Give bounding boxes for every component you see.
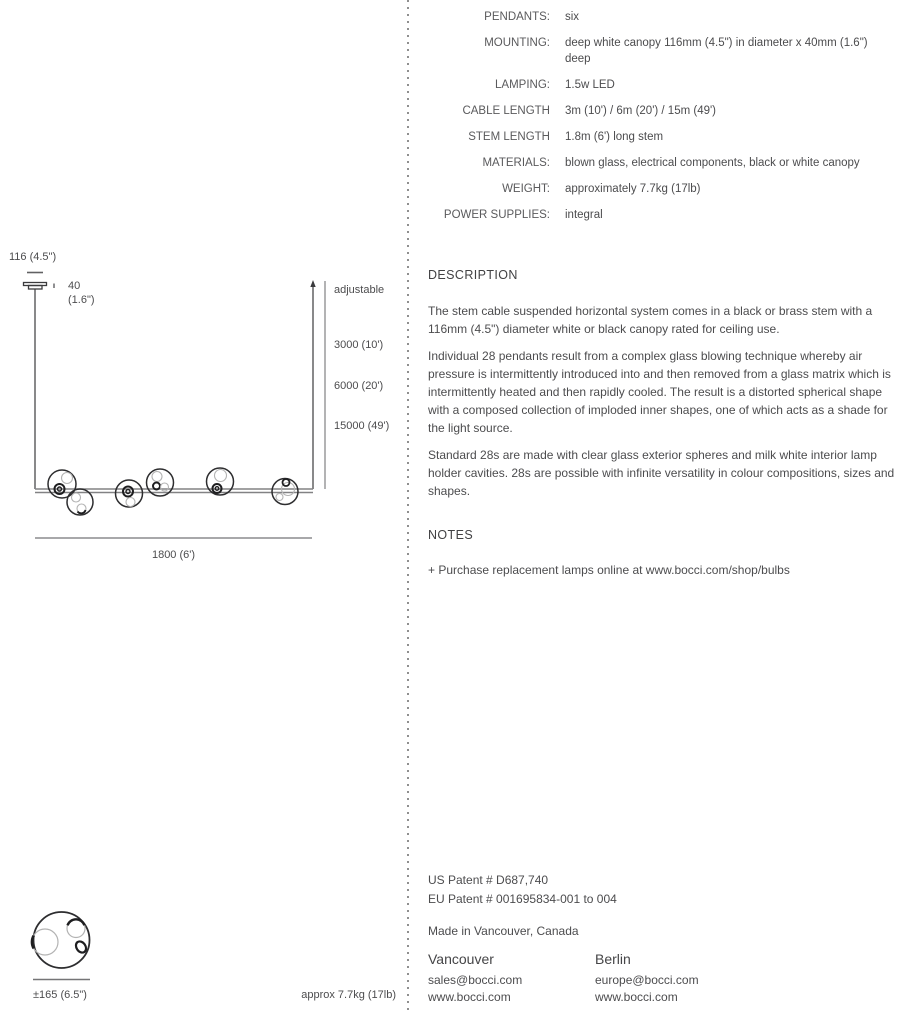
bar-length-label: 1800 (6') [151,549,196,561]
contact-email-berlin: europe@bocci.com [595,973,699,987]
drawing-weight-label: approx 7.7kg (17lb) [301,989,396,1001]
canopy-depth-label [68,280,95,307]
made-in-line: Made in Vancouver, Canada [428,924,579,938]
spec-value-pendants: six [565,11,580,23]
description-heading: DESCRIPTION [428,268,518,282]
us-patent-line: US Patent # D687,740 [428,873,549,887]
pendant-6 [272,479,298,505]
length-option-2: 6000 (20') [334,379,384,392]
canopy-shape [24,283,47,290]
cable-length-options [334,312,389,461]
spec-value-mounting: deep white canopy 116mm (4.5") in diameter x 40mm (1.6") deep [565,37,868,65]
spec-value-lamping: 1.5w LED [565,79,615,91]
spec-label-mounting: MOUNTING: [484,37,550,49]
spec-table [428,9,895,223]
pendant-detail [32,912,90,968]
adjustable-label: adjustable [334,284,385,296]
description-paragraph-2: Individual 28 pendants result from a complex glass blowing technique whereby air pressure is intermittently introduced into and then removed from a glass matrix which is intermittently heated and then rapidly cooled. The result is a distorted spherical shape with a composed collection of imploded inner shapes, one of which acts as a shade for the light source. [428,349,891,435]
spec-label-weight: WEIGHT: [502,183,550,195]
canopy-depth-unit: (1.6") [68,293,95,306]
description-text [428,302,900,509]
contact-columns [428,951,699,1005]
spec-label-cable-length: CABLE LENGTH [462,105,550,117]
spec-value-power-supplies: integral [565,209,603,221]
contact-website-vancouver: www.bocci.com [428,989,511,1004]
contact-berlin [595,951,699,1005]
notes-heading: NOTES [428,528,474,542]
spec-value-weight: approximately 7.7kg (17lb) [565,183,701,195]
pendant-diameter-label: ±165 (6.5") [33,989,87,1001]
contact-website-berlin: www.bocci.com [595,989,678,1004]
canopy-depth-value: 40 [68,280,81,292]
length-option-1: 3000 (10') [334,339,384,351]
contact-vancouver [428,951,595,1005]
contact-email-vancouver: sales@bocci.com [428,973,523,987]
spec-value-materials: blown glass, electrical components, black or white canopy [565,157,860,169]
spec-label-stem-length: STEM LENGTH [468,131,550,143]
contact-city-vancouver: Vancouver [428,951,494,967]
length-option-3: 15000 (49') [334,420,390,432]
eu-patent-line: EU Patent # 001695834-001 to 004 [428,891,617,906]
technical-drawing [0,0,408,1012]
pendant-3 [116,480,143,507]
spec-label-pendants: PENDANTS: [484,11,550,23]
notes-item: + Purchase replacement lamps online at www.bocci.com/shop/bulbs [428,563,790,577]
pendant-5 [207,468,234,495]
spec-value-stem-length: 1.8m (6') long stem [565,131,664,143]
spec-value-cable-length: 3m (10') / 6m (20') / 15m (49') [565,105,717,117]
cable-arrow [310,280,315,287]
canopy-width-label: 116 (4.5") [9,251,57,263]
patent-info [428,871,617,908]
contact-city-berlin: Berlin [595,951,631,967]
pendant-1 [48,470,76,498]
description-paragraph-3: Standard 28s are made with clear glass exterior spheres and milk white interior lamp holder cavities. 28s are possible with infinite versatility in colour compositions, sizes and shapes. [428,448,895,498]
spec-label-lamping: LAMPING: [495,79,550,91]
spec-label-power-supplies: POWER SUPPLIES: [443,209,550,221]
spec-label-materials: MATERIALS: [482,157,550,169]
description-paragraph-1: The stem cable suspended horizontal system comes in a black or brass stem with a 116mm (4.5") diameter white or black canopy rated for ceiling use. [428,304,873,336]
